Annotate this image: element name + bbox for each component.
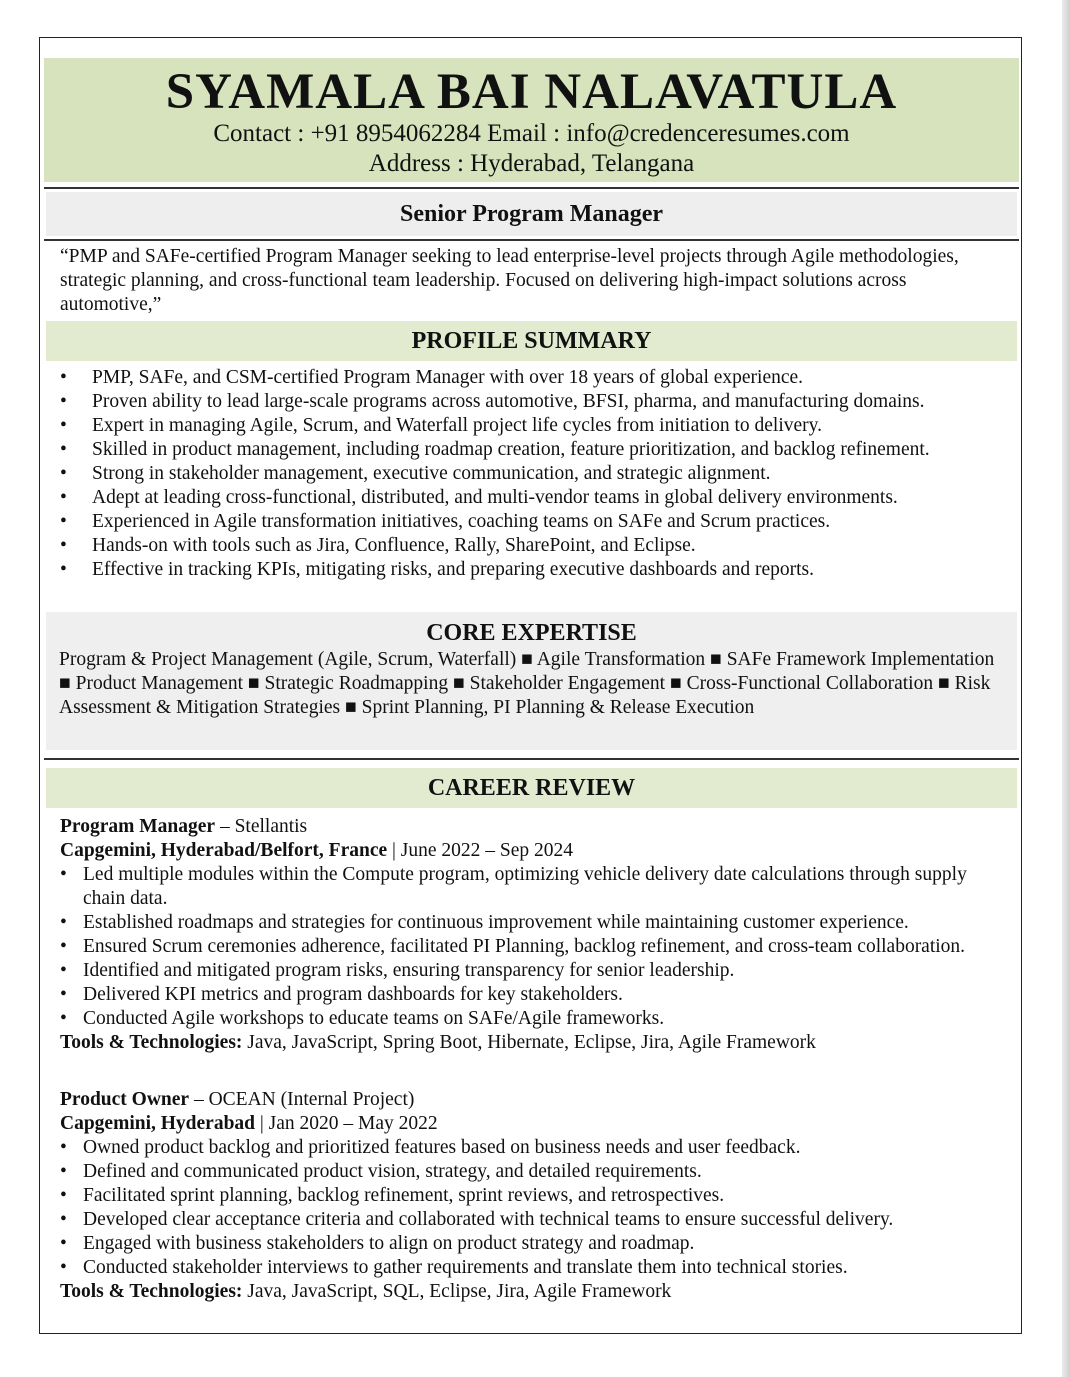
list-item: • Adept at leading cross-functional, distributed, and multi-vendor teams in global delivery environments. <box>60 486 1010 510</box>
job-tools-line <box>60 1031 1010 1055</box>
job-entry <box>60 815 1010 1055</box>
list-item: • Established roadmaps and strategies for continuous improvement while maintaining customer experience. <box>60 911 1010 935</box>
job-title-line <box>60 815 1010 839</box>
resume-page <box>39 37 1022 1334</box>
list-item: • Proven ability to lead large-scale programs across automotive, BFSI, pharma, and manufacturing domains. <box>60 390 1010 414</box>
core-expertise-text: Program & Project Management (Agile, Scrum, Waterfall) ■ Agile Transformation ■ SAFe Framework Implementation ■ Product Management ■ Strategic Roadmapping ■ Stakeholder Engagement ■ Cross-Functional Collaboration ■ Risk Assessment & Mitigation Strategies ■ Sprint Planning, PI Planning & Release Execution <box>59 649 995 718</box>
job-responsibilities <box>60 1136 1010 1280</box>
job-title-line <box>60 1088 1010 1112</box>
job-responsibilities <box>60 863 1010 1031</box>
list-item: • Engaged with business stakeholders to align on product strategy and roadmap. <box>60 1232 1010 1256</box>
list-item: • Effective in tracking KPIs, mitigating risks, and preparing executive dashboards and reports. <box>60 558 1010 582</box>
list-item: • Owned product backlog and prioritized features based on business needs and user feedback. <box>60 1136 1010 1160</box>
list-item: • Skilled in product management, including roadmap creation, feature prioritization, and backlog refinement. <box>60 438 1010 462</box>
list-item: • Facilitated sprint planning, backlog refinement, sprint reviews, and retrospectives. <box>60 1184 1010 1208</box>
list-item: • Led multiple modules within the Compute program, optimizing vehicle delivery date calculations through supply chain data. <box>60 863 1010 911</box>
job-company-line <box>60 1112 1010 1136</box>
job-role: Product Owner <box>60 1089 190 1110</box>
resume-header <box>44 58 1019 182</box>
list-item: • Ensured Scrum ceremonies adherence, facilitated PI Planning, backlog refinement, and cross-team collaboration. <box>60 935 1010 959</box>
job-company: Capgemini, Hyderabad/Belfort, France <box>60 840 388 861</box>
core-expertise-section <box>46 612 1017 750</box>
contact-info: Contact : +91 8954062284 Email : info@credenceresumes.com <box>213 120 850 147</box>
tools-label: Tools & Technologies: <box>60 1281 243 1302</box>
list-item: • Conducted Agile workshops to educate teams on SAFe/Agile frameworks. <box>60 1007 1010 1031</box>
core-divider <box>44 758 1019 760</box>
candidate-name: SYAMALA BAI NALAVATULA <box>165 64 898 120</box>
tools-list: Java, JavaScript, SQL, Eclipse, Jira, Agile Framework <box>242 1281 672 1302</box>
header-divider <box>44 187 1019 189</box>
list-item: • Strong in stakeholder management, executive communication, and strategic alignment. <box>60 462 1010 486</box>
tools-label: Tools & Technologies: <box>60 1032 243 1053</box>
role-title: Senior Program Manager <box>46 192 1017 236</box>
section-heading-core-expertise: CORE EXPERTISE <box>426 620 637 646</box>
section-heading-career-review: CAREER REVIEW <box>46 768 1017 808</box>
list-item: • Defined and communicated product vision, strategy, and detailed requirements. <box>60 1160 1010 1184</box>
list-item: • Expert in managing Agile, Scrum, and Waterfall project life cycles from initiation to delivery. <box>60 414 1010 438</box>
job-client: – Stellantis <box>215 816 308 837</box>
job-client: – OCEAN (Internal Project) <box>189 1089 415 1110</box>
job-entry <box>60 1088 1010 1304</box>
job-company-line <box>60 839 1010 863</box>
job-company: Capgemini, Hyderabad <box>60 1113 256 1134</box>
list-item: • Conducted stakeholder interviews to gather requirements and translate them into technical stories. <box>60 1256 1010 1280</box>
list-item: • PMP, SAFe, and CSM-certified Program Manager with over 18 years of global experience. <box>60 366 1010 390</box>
list-item: • Experienced in Agile transformation initiatives, coaching teams on SAFe and Scrum practices. <box>60 510 1010 534</box>
address-info: Address : Hyderabad, Telangana <box>368 150 695 177</box>
job-dates: | Jan 2020 – May 2022 <box>255 1113 438 1134</box>
page-edge-shadow <box>1062 0 1070 1377</box>
list-item: • Hands-on with tools such as Jira, Confluence, Rally, SharePoint, and Eclipse. <box>60 534 1010 558</box>
profile-summary-list <box>60 366 1010 582</box>
list-item: • Developed clear acceptance criteria and collaborated with technical teams to ensure successful delivery. <box>60 1208 1010 1232</box>
list-item: • Identified and mitigated program risks, ensuring transparency for senior leadership. <box>60 959 1010 983</box>
tools-list: Java, JavaScript, Spring Boot, Hibernate, Eclipse, Jira, Agile Framework <box>242 1032 816 1053</box>
job-tools-line <box>60 1280 1010 1304</box>
career-objective: “PMP and SAFe-certified Program Manager seeking to lead enterprise-level projects through Agile methodologies, strategic planning, and cross-functional team leadership. Focused on delivering high-impact solutions across automotive,” <box>60 246 959 315</box>
job-role: Program Manager <box>60 816 216 837</box>
job-dates: | June 2022 – Sep 2024 <box>387 840 574 861</box>
list-item: • Delivered KPI metrics and program dashboards for key stakeholders. <box>60 983 1010 1007</box>
role-divider <box>44 239 1019 241</box>
section-heading-profile-summary: PROFILE SUMMARY <box>46 321 1017 361</box>
